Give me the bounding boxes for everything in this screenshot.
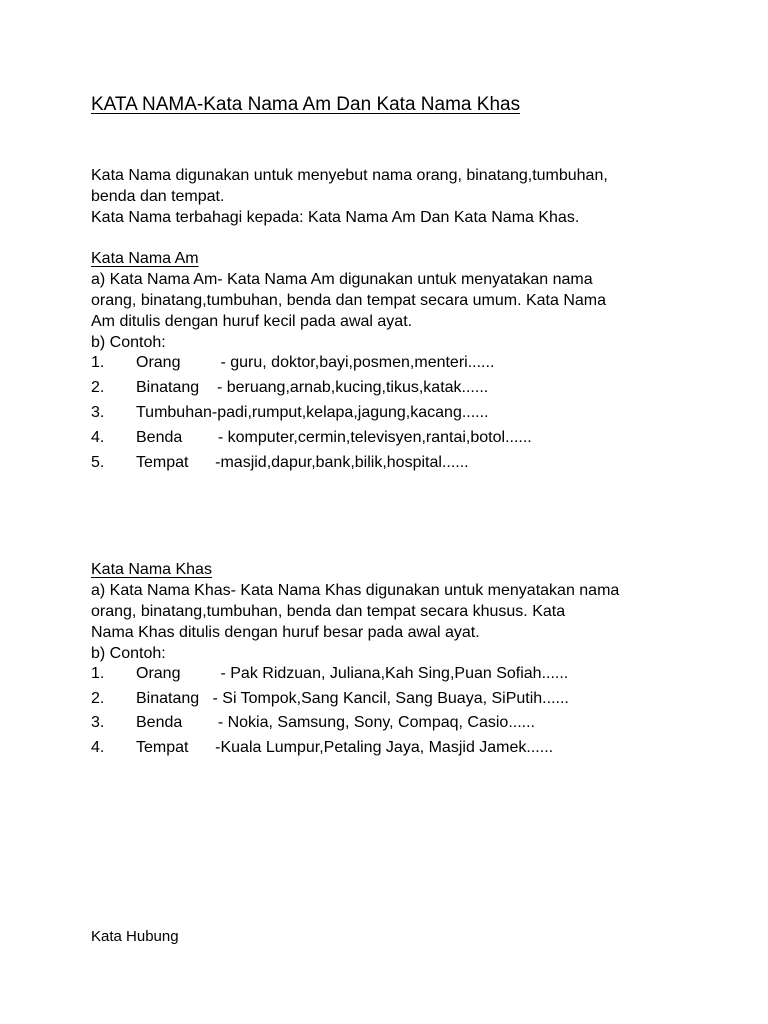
footer-heading: Kata Hubung: [91, 928, 179, 945]
item-text: Benda - Nokia, Samsung, Sony, Compaq, Casio......: [136, 714, 535, 731]
khas-contoh-label: b) Contoh:: [91, 645, 166, 662]
intro-line: Kata Nama digunakan untuk menyebut nama orang, binatang,tumbuhan,: [91, 167, 608, 184]
item-text: Tempat -Kuala Lumpur,Petaling Jaya, Masjid Jamek......: [136, 739, 554, 756]
item-text: Tumbuhan-padi,rumput,kelapa,jagung,kacang......: [136, 404, 489, 421]
list-item: [91, 452, 469, 473]
item-number: 3.: [91, 714, 105, 731]
khas-desc-line: a) Kata Nama Khas- Kata Nama Khas digunakan untuk menyatakan nama: [91, 582, 620, 599]
item-number: 2.: [91, 690, 105, 707]
am-desc-line: a) Kata Nama Am- Kata Nama Am digunakan untuk menyatakan nama: [91, 271, 593, 288]
item-text: Benda - komputer,cermin,televisyen,rantai,botol......: [136, 429, 532, 446]
section-heading-am: Kata Nama Am: [91, 250, 199, 267]
list-item: [91, 427, 532, 448]
am-contoh-label: b) Contoh:: [91, 334, 166, 351]
list-item: [91, 402, 489, 423]
item-number: 5.: [91, 454, 105, 471]
item-number: 2.: [91, 379, 105, 396]
item-number: 1.: [91, 354, 105, 371]
item-text: Orang - guru, doktor,bayi,posmen,menteri......: [136, 354, 495, 371]
intro-line: Kata Nama terbahagi kepada: Kata Nama Am Dan Kata Nama Khas.: [91, 209, 580, 226]
page-title: KATA NAMA-Kata Nama Am Dan Kata Nama Khas: [91, 94, 521, 115]
list-item: [91, 663, 568, 684]
khas-desc-line: Nama Khas ditulis dengan huruf besar pada awal ayat.: [91, 624, 480, 641]
list-item: [91, 352, 494, 373]
item-number: 4.: [91, 429, 105, 446]
item-text: Orang - Pak Ridzuan, Juliana,Kah Sing,Puan Sofiah......: [136, 665, 569, 682]
item-number: 3.: [91, 404, 105, 421]
section-heading-khas: Kata Nama Khas: [91, 561, 212, 578]
item-number: 4.: [91, 739, 105, 756]
am-desc-line: Am ditulis dengan huruf kecil pada awal ayat.: [91, 313, 413, 330]
item-text: Binatang - Si Tompok,Sang Kancil, Sang Buaya, SiPutih......: [136, 690, 569, 707]
khas-desc-line: orang, binatang,tumbuhan, benda dan tempat secara khusus. Kata: [91, 603, 566, 620]
list-item: [91, 737, 553, 758]
item-number: 1.: [91, 665, 105, 682]
list-item: [91, 712, 535, 733]
intro-line: benda dan tempat.: [91, 188, 225, 205]
item-text: Tempat -masjid,dapur,bank,bilik,hospital......: [136, 454, 469, 471]
item-text: Binatang - beruang,arnab,kucing,tikus,katak......: [136, 379, 489, 396]
list-item: [91, 688, 569, 709]
list-item: [91, 377, 488, 398]
am-desc-line: orang, binatang,tumbuhan, benda dan tempat secara umum. Kata Nama: [91, 292, 606, 309]
